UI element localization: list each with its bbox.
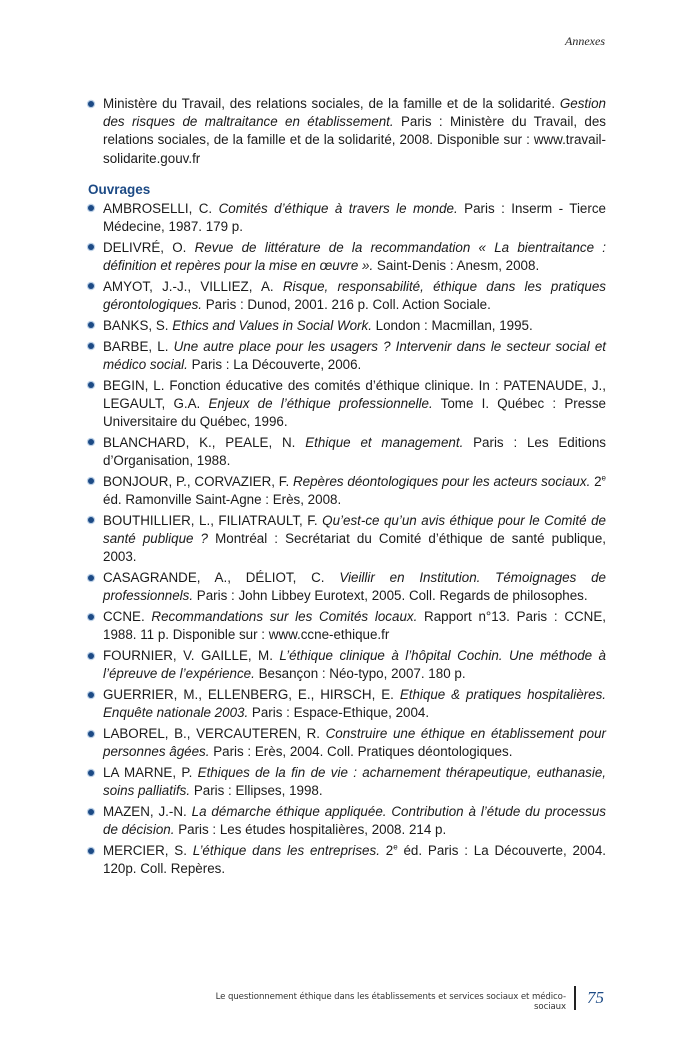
- bibliography-entry: [88, 842, 606, 878]
- entry-title: Ethique & pratiques hospitalières. Enquête nationale 2003.: [103, 687, 606, 721]
- bibliography-entry: [88, 473, 606, 509]
- entry-text: DELIVRÉ, O.: [103, 239, 195, 255]
- bullet-icon: [88, 382, 94, 388]
- bullet-icon: [88, 517, 94, 523]
- entry-text: BONJOUR, P., CORVAZIER, F.: [103, 473, 293, 489]
- footer-title: Le questionnement éthique dans les établissements et services sociaux et médico-sociaux: [215, 992, 566, 1012]
- bibliography-entry: [88, 200, 606, 236]
- entry-title: L’éthique clinique à l’hôpital Cochin. Une méthode à l’épreuve de l’expérience.: [103, 648, 606, 682]
- entry-title: Gestion des risques de maltraitance en établissement.: [103, 96, 606, 130]
- entry-text: 2: [379, 843, 394, 859]
- bibliography-entry: [88, 569, 606, 605]
- entry-text: Montréal : Secrétariat du Comité d’éthique de santé publique, 2003.: [103, 531, 606, 565]
- entry-text: 2: [590, 473, 602, 489]
- entry-text: Saint-Denis : Anesm, 2008.: [373, 258, 540, 274]
- entry-text: Tome I. Québec : Presse Universitaire du Québec, 1996.: [103, 395, 606, 430]
- entry-title: Repères déontologiques pour les acteurs sociaux.: [292, 473, 591, 489]
- bullet-icon: [88, 770, 94, 776]
- entry-text: éd. Paris : La Découverte, 2004. 120p. Coll. Repères.: [103, 843, 606, 877]
- entry-text: BOUTHILLIER, L., FILIATRAULT, F.: [103, 512, 323, 528]
- bullet-icon: [88, 653, 94, 659]
- bibliography-entry: [88, 764, 606, 800]
- entry-text: AMBROSELLI, C.: [103, 200, 219, 216]
- reference-list: [88, 200, 606, 879]
- entry-text: e: [601, 473, 606, 483]
- entry-text: CCNE.: [103, 609, 152, 625]
- bibliography-entry: [88, 278, 606, 314]
- entry-text: Paris : Les études hospitalières, 2008. 214 p.: [174, 822, 447, 838]
- bullet-icon: [88, 575, 94, 581]
- entry-title: Construire une éthique en établissement pour personnes âgées.: [103, 726, 606, 760]
- entry-text: Paris : Ministère du Travail, des relations sociales, de la famille et de la solidarité, 2008. Disponible sur : www.travail-solidarite.gouv.fr: [103, 114, 606, 166]
- bullet-icon: [88, 205, 94, 211]
- entry-text: Paris : Dunod, 2001. 216 p. Coll. Action Sociale.: [202, 297, 491, 313]
- entry-text: Paris : Les Editions d’Organisation, 1988.: [103, 434, 607, 469]
- bullet-icon: [88, 731, 94, 737]
- entry-text: BARBE, L.: [103, 338, 174, 354]
- bibliography-entry: [88, 647, 606, 683]
- bullet-icon: [88, 848, 94, 854]
- entry-text: CASAGRANDE, A., DÉLIOT, C.: [103, 570, 340, 586]
- intro-list: [88, 95, 606, 168]
- bullet-icon: [88, 101, 94, 107]
- entry-text: éd. Ramonville Saint-Agne : Erès, 2008.: [103, 492, 342, 508]
- entry-text: BEGIN, L. Fonction éducative des comités d’éthique clinique. In : PATENAUDE, J., LEGAULT, G.A.: [103, 377, 606, 411]
- bibliography-entry: [88, 803, 606, 839]
- bibliography-entry: [88, 317, 606, 335]
- page-number: 75: [587, 988, 604, 1007]
- entry-text: Rapport n°13. Paris : CCNE, 1988. 11 p. Disponible sur : www.ccne-ethique.fr: [103, 609, 606, 643]
- bibliography-entry: [88, 686, 606, 722]
- entry-text: e: [393, 842, 398, 852]
- bibliography-entry: [88, 608, 606, 644]
- entry-title: Comités d’éthique à travers le monde.: [218, 200, 458, 216]
- bibliography-entry: [88, 239, 606, 275]
- entry-text: Paris : Inserm - Tierce Médecine, 1987. 179 p.: [103, 200, 606, 235]
- bibliography-entry: [88, 338, 606, 374]
- entry-text: Paris : John Libbey Eurotext, 2005. Coll. Regards de philosophes.: [193, 588, 588, 604]
- section-title: Ouvrages: [88, 181, 151, 197]
- bullet-icon: [88, 244, 94, 250]
- page-content: [88, 95, 606, 881]
- entry-title: Ethics and Values in Social Work.: [172, 317, 372, 333]
- entry-text: GUERRIER, M., ELLENBERG, E., HIRSCH, E.: [103, 687, 400, 703]
- entry-text: Paris : Erès, 2004. Coll. Pratiques déontologiques.: [209, 744, 513, 760]
- entry-text: Paris : Ellipses, 1998.: [190, 783, 323, 799]
- entry-text: Paris : Espace-Ethique, 2004.: [248, 705, 430, 721]
- entry-title: L’éthique dans les entreprises.: [192, 843, 380, 859]
- entry-text: London : Macmillan, 1995.: [371, 317, 533, 333]
- bullet-icon: [88, 283, 94, 289]
- bibliography-entry: [88, 95, 606, 168]
- entry-title: Qu’est-ce qu’un avis éthique pour le Comité de santé publique ?: [103, 512, 606, 547]
- entry-title: Enjeux de l’éthique professionnelle.: [208, 395, 433, 411]
- entry-title: Ethiques de la fin de vie : acharnement thérapeutique, euthanasie, soins palliatifs.: [103, 765, 606, 799]
- entry-title: Recommandations sur les Comités locaux.: [151, 609, 418, 625]
- entry-title: Une autre place pour les usagers ? Intervenir dans le secteur social et médico social.: [103, 338, 606, 372]
- entry-text: Ministère du Travail, des relations sociales, de la famille et de la solidarité.: [103, 96, 560, 111]
- entry-text: MERCIER, S.: [103, 843, 193, 859]
- entry-title: Revue de littérature de la recommandation « La bientraitance : définition et repères pour la mise en œuvre ».: [103, 239, 606, 274]
- entry-text: LABOREL, B., VERCAUTEREN, R.: [103, 726, 326, 742]
- entry-text: Besançon : Néo-typo, 2007. 180 p.: [254, 666, 466, 682]
- running-head: Annexes: [565, 34, 605, 48]
- footer-divider: [574, 986, 576, 1010]
- entry-title: Ethique et management.: [305, 434, 464, 450]
- bibliography-entry: [88, 377, 606, 432]
- entry-text: FOURNIER, V. GAILLE, M.: [103, 648, 280, 664]
- bullet-icon: [88, 322, 94, 328]
- bullet-icon: [88, 478, 94, 484]
- entry-text: LA MARNE, P.: [103, 765, 198, 781]
- entry-text: AMYOT, J.-J., VILLIEZ, A.: [103, 278, 283, 294]
- bibliography-entry: [88, 725, 606, 761]
- entry-text: Paris : La Découverte, 2006.: [187, 356, 362, 372]
- bullet-icon: [88, 692, 94, 698]
- entry-text: BLANCHARD, K., PEALE, N.: [103, 434, 306, 450]
- bibliography-entry: [88, 434, 606, 470]
- entry-text: BANKS, S.: [103, 317, 173, 333]
- entry-title: La démarche éthique appliquée. Contribution à l’étude du processus de décision.: [103, 804, 606, 838]
- bullet-icon: [88, 439, 94, 445]
- bibliography-entry: [88, 512, 606, 567]
- entry-title: Risque, responsabilité, éthique dans les pratiques gérontologiques.: [103, 278, 606, 313]
- entry-text: MAZEN, J.-N.: [103, 804, 192, 820]
- bullet-icon: [88, 343, 94, 349]
- entry-title: Vieillir en Institution. Témoignages de professionnels.: [103, 570, 607, 604]
- bullet-icon: [88, 809, 94, 815]
- bullet-icon: [88, 614, 94, 620]
